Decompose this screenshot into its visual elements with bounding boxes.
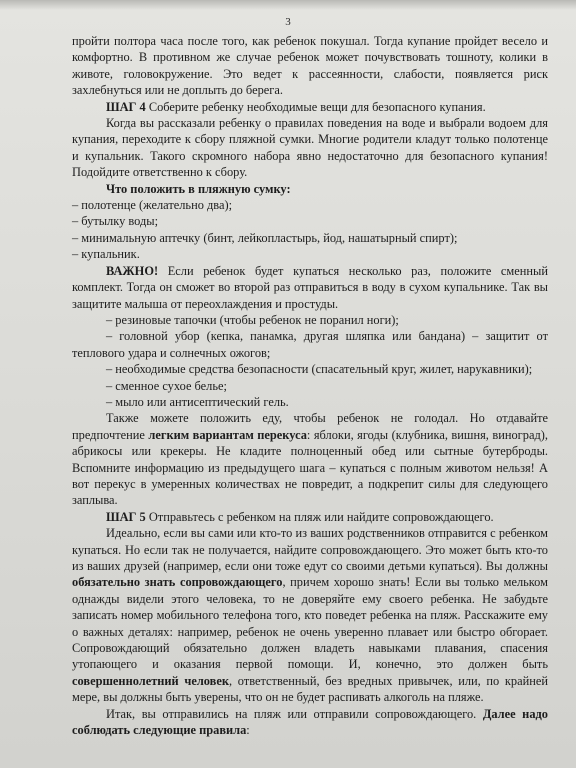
- step-4-label: ШАГ 4: [106, 99, 146, 114]
- bag-heading: Что положить в пляжную сумку:: [106, 181, 291, 196]
- page-text: [72, 33, 548, 738]
- list-item: – бутылку воды;: [72, 214, 159, 229]
- snack-emphasis: легким вариантам перекуса: [148, 427, 307, 442]
- list-item: – головной убор (кепка, панамка, другая шляпка или бандана) – защитит от теплового удара и солнечных ожогов;: [72, 329, 548, 360]
- adult-emphasis: совершеннолетний человек: [72, 673, 230, 688]
- list-item: – минимальную аптечку (бинт, лейкопластырь, йод, нашатырный спирт);: [72, 230, 458, 245]
- paragraph-rules-intro: Итак, вы отправились на пляж или отправили сопровождающего. Далее надо соблюдать следующие правила:: [72, 706, 548, 738]
- paragraph-snacks: Также можете положить еду, чтобы ребенок не голодал. Но отдавайте предпочтение легким вариантам перекуса: яблоки, ягоды (клубника, вишня, виноград), абрикосы или крекеры. Не кладите полноценный обед или сытные бутерброды. Вспомните информацию из предыдущего шага – купаться с полным животом нельзя! А вот перекус в умеренных количествах не повредит, а подкрепит силы для следующего заплыва.: [72, 411, 548, 508]
- list-item: – мыло или антисептический гель.: [106, 394, 289, 409]
- list-item: – резиновые тапочки (чтобы ребенок не поранил ноги);: [106, 312, 399, 327]
- rules-emphasis: Далее надо соблюдать следующие правила: [72, 706, 548, 738]
- important-paragraph: [72, 263, 548, 312]
- step-4-text: Соберите ребенку необходимые вещи для безопасного купания.: [145, 99, 486, 114]
- step-5-label: ШАГ 5: [106, 509, 146, 524]
- step-4-heading: [72, 99, 548, 115]
- paragraph-beach-bag: Когда вы рассказали ребенку о правилах поведения на воде и выбрали водоем для купания, переходите к сбору пляжной сумки. Многие родители кладут только полотенце и купальник. Такого скромного набора явно недостаточно для безопасного купания! Подойдите ответственно к сбору.: [72, 116, 548, 180]
- page-number: 3: [285, 16, 291, 28]
- step-5-text: Отправьтесь с ребенком на пляж или найдите сопровождающего.: [145, 509, 494, 524]
- important-label: ВАЖНО!: [106, 263, 159, 278]
- list-item: – сменное сухое белье;: [106, 378, 227, 393]
- important-text: Если ребенок будет купаться несколько раз, положите сменный комплект. Тогда он сможет во второй раз отправиться в воду в сухом купальнике. Так вы защитите малыша от переохлаждения и простуды.: [72, 263, 548, 311]
- list-item: – полотенце (желательно два);: [72, 198, 233, 213]
- paragraph-companion: Идеально, если вы сами или кто-то из ваших родственников отправится с ребенком купаться. Но если так не получается, найдите сопровождающего. Это может быть кто-то из ваших друзей (например, если они тоже едут со своими детьми купаться). Вы должны обязательно знать сопровождающего, причем хорошо знать! Если вы только мельком однажды видели этого человека, то не доверяйте ему своего ребенка. Не забудьте записать номер мобильного телефона того, кто поведет ребенка на пляж. Расскажите ему о важных деталях: например, ребенок не очень уверенно плавает или быстро обгорает. Сопровождающий обязательно должен владеть навыками плавания, спасения утопающего и оказания первой помощи. И, конечно, это должен быть совершеннолетний человек, ответственный, без вредных привычек, или, по крайней мере, вы должны быть уверены, что он не будет распивать алкоголь на пляже.: [72, 526, 548, 705]
- step-5-heading: [72, 509, 548, 525]
- page-top-edge: [0, 0, 576, 10]
- list-item: – необходимые средства безопасности (спасательный круг, жилет, нарукавники);: [106, 362, 533, 377]
- paragraph-digestion: пройти полтора часа после того, как ребенок покушал. Тогда купание пройдет весело и комфортно. В противном же случае ребенок может почувствовать тошноту, колики в животе, головокружение. Это ведет к рассеянности, слабости, появляется риск захлебнуться или не доплыть до берега.: [72, 34, 548, 98]
- list-item: – купальник.: [72, 247, 140, 262]
- companion-emphasis: обязательно знать сопровождающего: [72, 575, 283, 590]
